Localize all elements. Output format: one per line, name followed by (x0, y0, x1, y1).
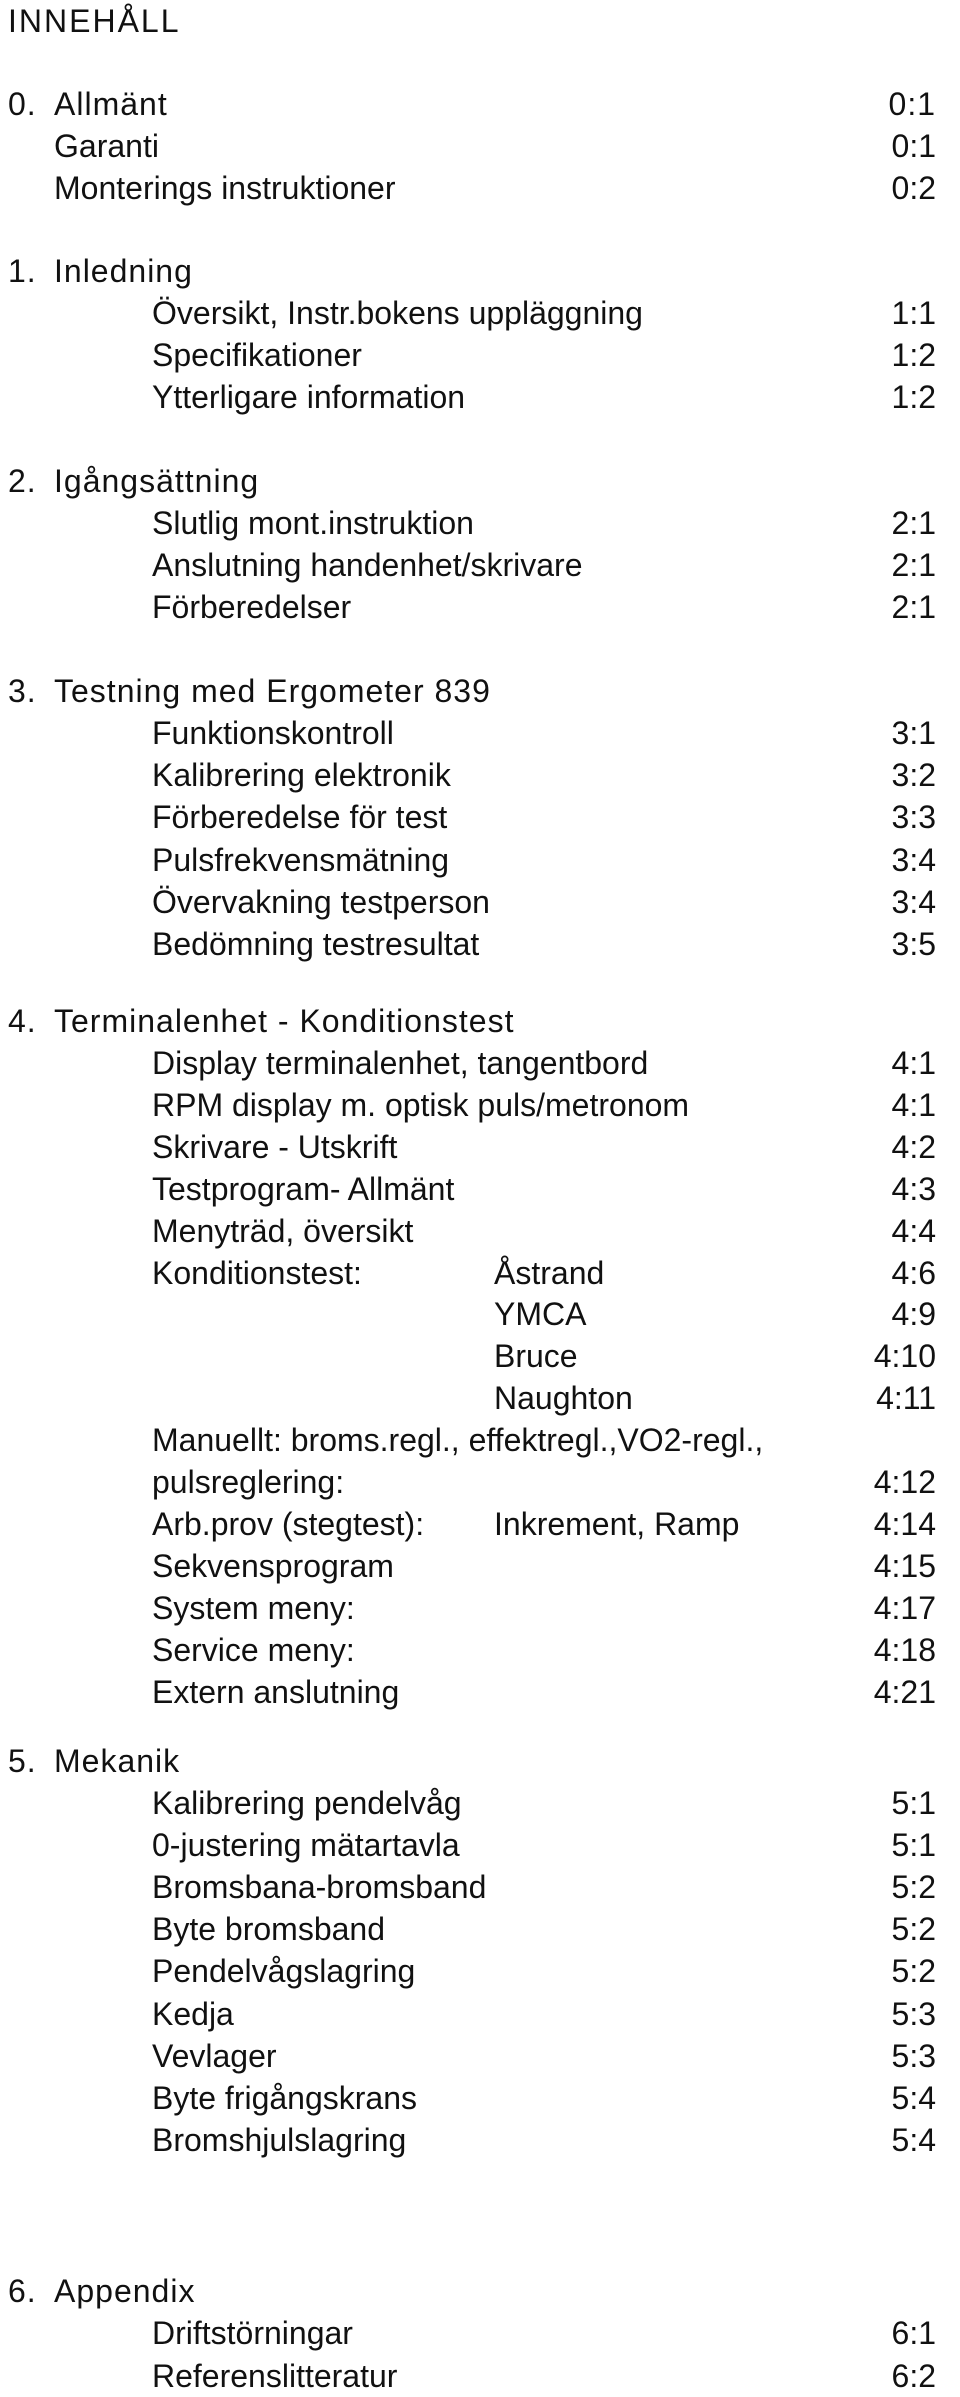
entry-page: 2:1 (891, 589, 936, 625)
entry-page: 5:3 (891, 1996, 936, 2032)
entry-page: 4:11 (876, 1380, 936, 1416)
entry-label: Garanti (54, 128, 159, 164)
toc-entry (0, 1824, 960, 1866)
toc-entry (0, 1950, 960, 1992)
entry-label: Manuellt: broms.regl., effektregl.,VO2-regl., (152, 1422, 764, 1458)
entry-label: Översikt, Instr.bokens uppläggning (152, 295, 643, 331)
section-number: 3. (8, 673, 37, 709)
toc-entry (0, 839, 960, 881)
toc-entry (0, 2355, 960, 2397)
toc-entry (0, 1587, 960, 1629)
toc-entry (0, 2035, 960, 2077)
toc-entry (0, 712, 960, 754)
entry-label: Referenslitteratur (152, 2358, 398, 2394)
entry-page: 3:4 (891, 884, 936, 920)
entry-label: Förberedelse för test (152, 799, 448, 835)
section-title: Testning med Ergometer 839 (54, 673, 491, 709)
toc-entry (0, 376, 960, 418)
entry-label: Kalibrering pendelvåg (152, 1785, 462, 1821)
toc-entry (0, 1993, 960, 2035)
section-number: 2. (8, 463, 37, 499)
entry-label: pulsreglering: (152, 1464, 345, 1500)
toc-entry (0, 923, 960, 965)
toc-entry (0, 754, 960, 796)
entry-label: Extern anslutning (152, 1674, 400, 1710)
entry-label: Anslutning handenhet/skrivare (152, 547, 583, 583)
toc-entry (0, 1126, 960, 1168)
toc-entry (0, 2077, 960, 2119)
entry-label: Slutlig mont.instruktion (152, 505, 474, 541)
document-title (0, 0, 960, 42)
toc-entry (0, 1782, 960, 1824)
entry-page: 4:2 (891, 1129, 936, 1165)
toc-entry (0, 1210, 960, 1252)
section-heading (0, 460, 960, 502)
entry-page: 4:10 (873, 1338, 936, 1374)
section-title: Terminalenhet - Konditionstest (54, 1003, 515, 1039)
entry-page: 4:6 (891, 1255, 936, 1291)
toc-entry (0, 1461, 960, 1503)
entry-page: 6:2 (891, 2358, 936, 2394)
section-title: Appendix (54, 2273, 196, 2309)
entry-page: 3:1 (891, 715, 936, 751)
entry-label: Monterings instruktioner (54, 170, 396, 206)
entry-page: 3:2 (891, 757, 936, 793)
entry-page: 3:3 (891, 799, 936, 835)
entry-page: 5:4 (891, 2080, 936, 2116)
entry-page: 4:15 (873, 1548, 936, 1584)
entry-page: 4:1 (891, 1087, 936, 1123)
entry-page: 6:1 (891, 2315, 936, 2351)
section-title: Igångsättning (54, 463, 260, 499)
entry-label: Funktionskontroll (152, 715, 394, 751)
entry-page: 0:1 (891, 128, 936, 164)
entry-page: 4:4 (891, 1213, 936, 1249)
toc-entry (0, 1503, 960, 1545)
toc-entry (0, 1671, 960, 1713)
entry-label: Konditionstest: (152, 1255, 362, 1291)
toc-entry (0, 1252, 960, 1294)
entry-page: 4:18 (873, 1632, 936, 1668)
toc-entry (0, 1377, 960, 1419)
section-page: 0:1 (888, 86, 936, 122)
entry-page: 2:1 (891, 547, 936, 583)
entry-page: 3:4 (891, 842, 936, 878)
entry-page: 0:2 (891, 170, 936, 206)
entry-page: 4:9 (891, 1296, 936, 1332)
toc-entry (0, 544, 960, 586)
toc-entry (0, 2119, 960, 2161)
entry-subtitle: YMCA (494, 1296, 587, 1332)
toc-entry (0, 167, 960, 209)
section-heading (0, 83, 960, 125)
entry-label: Kedja (152, 1996, 234, 2032)
entry-page: 4:14 (873, 1506, 936, 1542)
entry-label: Pulsfrekvensmätning (152, 842, 450, 878)
entry-page: 5:2 (891, 1869, 936, 1905)
entry-label: Pendelvågslagring (152, 1953, 416, 1989)
section-number: 4. (8, 1003, 37, 1039)
section-heading (0, 1000, 960, 1042)
entry-page: 5:1 (891, 1785, 936, 1821)
entry-page: 5:2 (891, 1953, 936, 1989)
section-title: Allmänt (54, 86, 168, 122)
entry-label: Service meny: (152, 1632, 355, 1668)
toc-entry (0, 1908, 960, 1950)
toc-entry (0, 796, 960, 838)
toc-entry (0, 1419, 960, 1461)
entry-page: 4:21 (873, 1674, 936, 1710)
entry-label: Vevlager (152, 2038, 277, 2074)
entry-page: 1:2 (891, 379, 936, 415)
section-title: Mekanik (54, 1743, 181, 1779)
entry-label: System meny: (152, 1590, 355, 1626)
entry-label: Testprogram- Allmänt (152, 1171, 455, 1207)
entry-label: Driftstörningar (152, 2315, 353, 2351)
section-title: Inledning (54, 253, 193, 289)
entry-page: 1:1 (891, 295, 936, 331)
toc-entry (0, 292, 960, 334)
entry-label: RPM display m. optisk puls/metronom (152, 1087, 690, 1123)
toc-entry (0, 1168, 960, 1210)
section-number: 1. (8, 253, 37, 289)
entry-label: Bromsbana-bromsband (152, 1869, 487, 1905)
toc-entry (0, 1629, 960, 1671)
section-number: 0. (8, 86, 37, 122)
entry-label: Kalibrering elektronik (152, 757, 451, 793)
section-number: 6. (8, 2273, 37, 2309)
entry-label: Sekvensprogram (152, 1548, 394, 1584)
toc-entry (0, 502, 960, 544)
section-heading (0, 670, 960, 712)
entry-page: 5:4 (891, 2122, 936, 2158)
entry-page: 5:1 (891, 1827, 936, 1863)
section-heading (0, 250, 960, 292)
entry-label: Menyträd, översikt (152, 1213, 414, 1249)
entry-page: 4:1 (891, 1045, 936, 1081)
entry-label: Skrivare - Utskrift (152, 1129, 398, 1165)
entry-page: 5:2 (891, 1911, 936, 1947)
section-heading (0, 2270, 960, 2312)
toc-entry (0, 1293, 960, 1335)
toc-entry (0, 334, 960, 376)
document-title-text: INNEHÅLL (8, 3, 181, 39)
entry-label: Bedömning testresultat (152, 926, 480, 962)
section-number: 5. (8, 1743, 37, 1779)
entry-label: Bromshjulslagring (152, 2122, 407, 2158)
section-heading (0, 1740, 960, 1782)
entry-page: 5:3 (891, 2038, 936, 2074)
entry-subtitle: Bruce (494, 1338, 578, 1374)
toc-entry (0, 586, 960, 628)
entry-page: 4:17 (873, 1590, 936, 1626)
entry-subtitle: Inkrement, Ramp (494, 1506, 740, 1542)
entry-label: Övervakning testperson (152, 884, 490, 920)
toc-entry (0, 1545, 960, 1587)
entry-label: Display terminalenhet, tangentbord (152, 1045, 649, 1081)
entry-page: 1:2 (891, 337, 936, 373)
entry-page: 4:12 (873, 1464, 936, 1500)
entry-page: 2:1 (891, 505, 936, 541)
entry-label: 0-justering mätartavla (152, 1827, 460, 1863)
entry-label: Specifikationer (152, 337, 362, 373)
entry-label: Byte frigångskrans (152, 2080, 418, 2116)
entry-label: Arb.prov (stegtest): (152, 1506, 425, 1542)
toc-entry (0, 125, 960, 167)
entry-label: Ytterligare information (152, 379, 466, 415)
toc-entry (0, 1042, 960, 1084)
entry-subtitle: Naughton (494, 1380, 633, 1416)
entry-page: 3:5 (891, 926, 936, 962)
entry-label: Byte bromsband (152, 1911, 386, 1947)
toc-entry (0, 1335, 960, 1377)
toc-entry (0, 2312, 960, 2354)
entry-subtitle: Åstrand (494, 1255, 605, 1291)
toc-entry (0, 1866, 960, 1908)
toc-entry (0, 1084, 960, 1126)
toc-entry (0, 881, 960, 923)
entry-page: 4:3 (891, 1171, 936, 1207)
entry-label: Förberedelser (152, 589, 352, 625)
